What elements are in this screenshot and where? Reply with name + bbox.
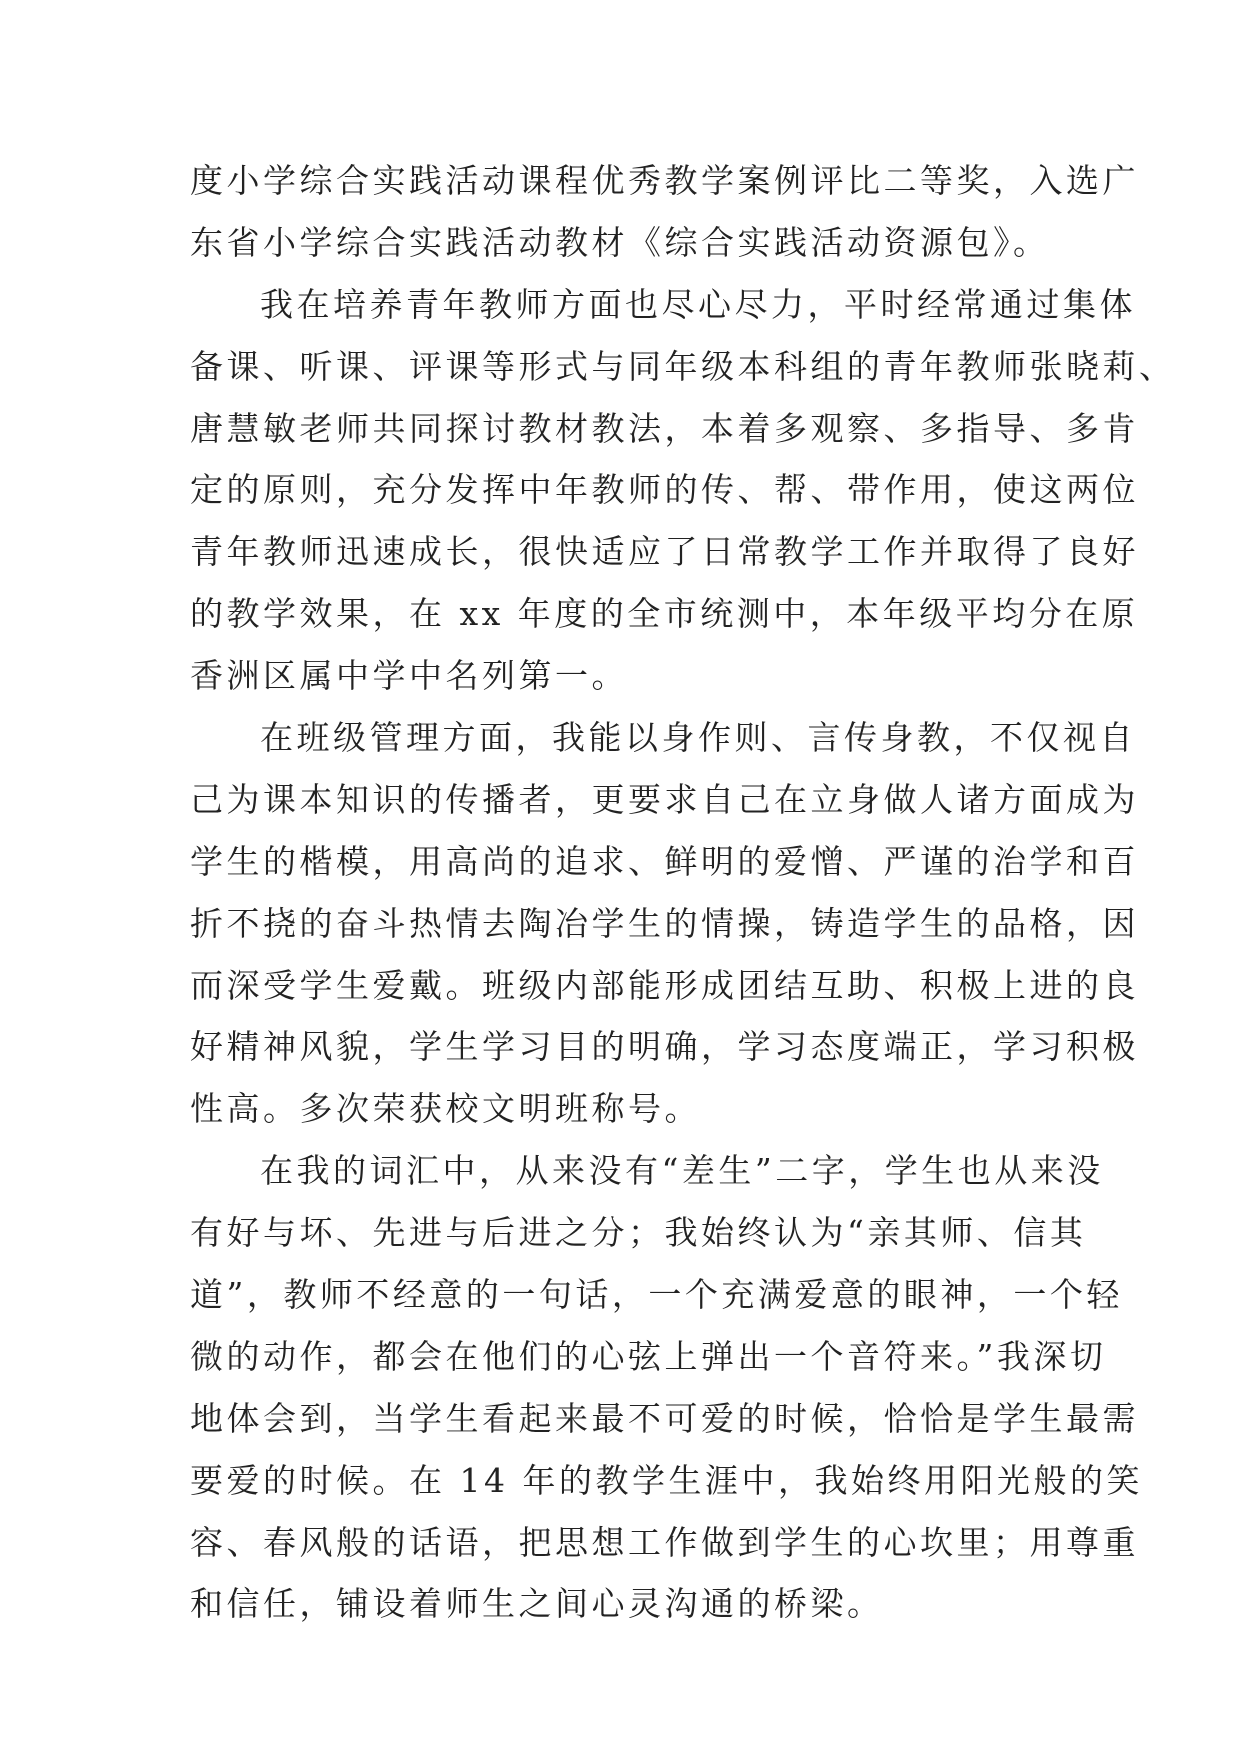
text-line: 的教学效果，在 xx 年度的全市统测中，本年级平均分在原 (190, 594, 1139, 634)
text-line: 度小学综合实践活动课程优秀教学案例评比二等奖，入选广 (190, 161, 1139, 200)
text-line: 好精神风貌，学生学习目的明确，学习态度端正，学习积极 (190, 1027, 1139, 1067)
text-line: 东省小学综合实践活动教材《综合实践活动资源包》。 (190, 222, 1050, 262)
text-line: 定的原则，充分发挥中年教师的传、帮、带作用，使这两位 (190, 470, 1139, 510)
text-line: 备课、听课、评课等形式与同年级本科组的青年教师张晓莉、 (190, 346, 1176, 386)
text-line: 容、春风般的话语，把思想工作做到学生的心坎里；用尊重 (190, 1522, 1139, 1562)
text-line: 地体会到，当学生看起来最不可爱的时候，恰恰是学生最需 (190, 1398, 1139, 1438)
text-line: 香洲区属中学中名列第一。 (190, 656, 628, 696)
text-line: 己为课本知识的传播者，更要求自己在立身做人诸方面成为 (190, 779, 1139, 819)
text-line: 而深受学生爱戴。班级内部能形成团结互助、积极上进的良 (190, 965, 1139, 1005)
text-line: 学生的楷模，用高尚的追求、鲜明的爱憎、严谨的治学和百 (190, 841, 1139, 881)
text-line: 微的动作，都会在他们的心弦上弹出一个音符来。”我深切 (190, 1336, 1107, 1376)
text-line: 唐慧敏老师共同探讨教材教法，本着多观察、多指导、多肯 (190, 408, 1139, 448)
text-line: 我在培养青年教师方面也尽心尽力，平时经常通过集体 (260, 284, 1136, 324)
text-line: 折不挠的奋斗热情去陶冶学生的情操，铸造学生的品格，因 (190, 903, 1139, 943)
text-line: 有好与坏、先进与后进之分；我始终认为“亲其师、信其 (190, 1213, 1087, 1253)
text-line: 在我的词汇中，从来没有“差生”二字，学生也从来没 (260, 1151, 1104, 1191)
text-line: 道”，教师不经意的一句话，一个充满爱意的眼神，一个轻 (190, 1275, 1123, 1315)
body-text (190, 150, 1176, 1635)
text-line: 要爱的时候。在 14 年的教学生涯中，我始终用阳光般的笑 (190, 1460, 1143, 1500)
text-line: 性高。多次荣获校文明班称号。 (190, 1089, 701, 1129)
text-line: 青年教师迅速成长，很快适应了日常教学工作并取得了良好 (190, 532, 1139, 572)
text-line: 在班级管理方面，我能以身作则、言传身教，不仅视自 (260, 718, 1136, 758)
text-line: 和信任，铺设着师生之间心灵沟通的桥梁。 (190, 1584, 884, 1624)
